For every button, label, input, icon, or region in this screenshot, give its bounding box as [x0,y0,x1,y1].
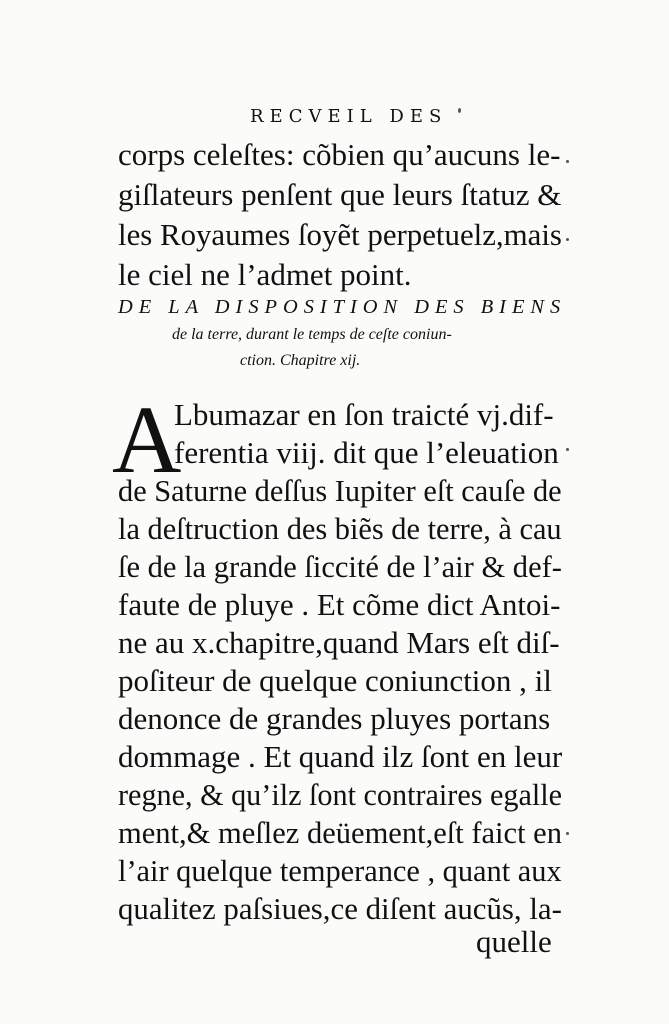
text-line: dommage . Et quand ilz ſont en leur [118,739,563,774]
chapter-heading-line-1: DE LA DISPOSITION DES BIENS [118,296,567,318]
text-line: l’air quelque temperance , quant aux [118,854,562,888]
ink-speck [566,832,569,835]
text-line: ne au x.chapitre,quand Mars eſt diſ- [118,625,560,660]
chapter-heading-line-2: de la terre, durant le temps de ceſte coniun- [172,326,452,343]
text-line: poſiteur de quelque coniunction , il [118,663,552,698]
text-line: faute de pluye . Et cõme dict Antoi- [118,587,561,622]
ink-speck [566,238,569,241]
catchword: quelle [476,924,552,959]
text-line: qualitez paſsiues,ce diſent aucũs, la- [118,892,562,926]
chapter-heading-line-3: ction. Chapitre xij. [240,352,361,369]
text-line: ſe de la grande ſiccité de l’air & def- [118,550,562,584]
text-line: la deſtruction des biẽs de terre, à cau [118,512,562,546]
text-line: le ciel ne l’admet point. [118,257,412,292]
text-line: denonce de grandes pluyes portans [118,701,551,736]
ink-speck [458,108,461,113]
running-head: RECVEIL DES [250,106,448,127]
text-line: regne, & qu’ilz ſont contraires egalle [118,778,563,812]
text-line: ferentia viij. dit que l’eleuation [174,435,559,470]
text-line: Lbumazar en ſon traicté vj.dif- [174,397,554,432]
text-line: ment,& meſlez deüement,eſt faict en [118,816,562,850]
text-line: corps celeſtes: cõbien qu’aucuns le- [118,137,561,172]
text-line: les Royaumes ſoyẽt perpetuelz,mais [118,218,562,252]
drop-cap-initial: A [112,386,182,493]
ink-speck [566,448,569,451]
text-line: giſlateurs penſent que leurs ſtatuz & [118,177,562,212]
text-line: de Saturne deſſus Iupiter eſt cauſe de [118,474,562,508]
ink-speck [566,160,569,163]
